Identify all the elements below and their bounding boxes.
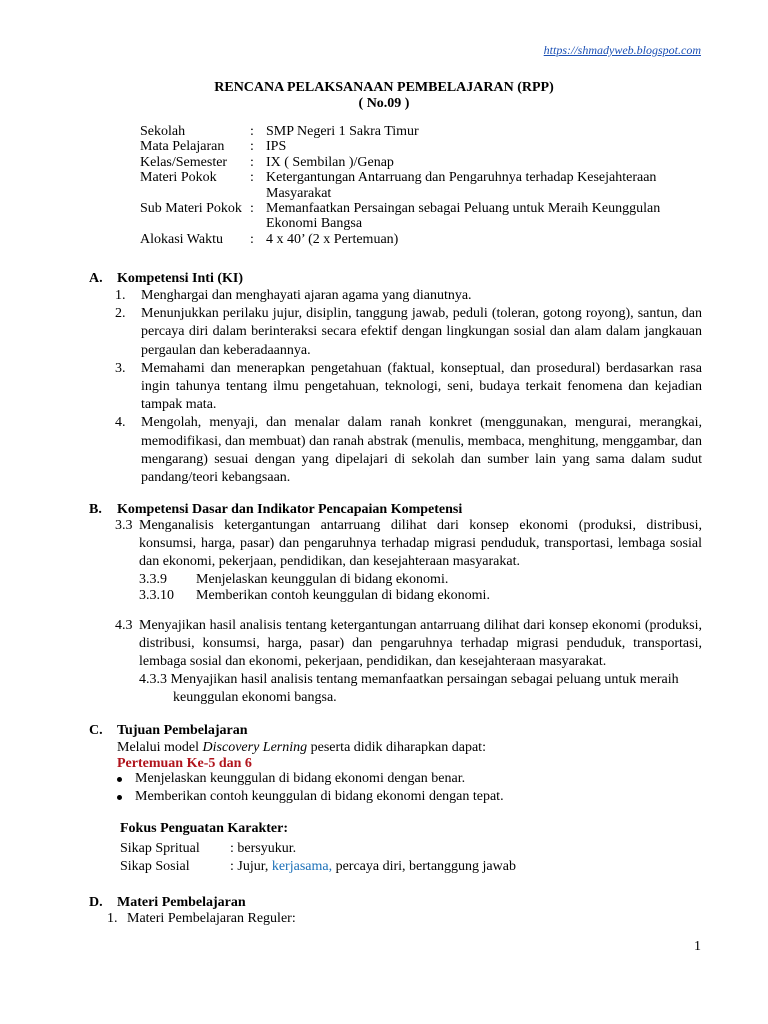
identity-key: Alokasi Waktu bbox=[140, 231, 223, 247]
indicator-text: Menjelaskan keunggulan di bidang ekonomi. bbox=[196, 572, 449, 587]
identity-row-sekolah bbox=[140, 124, 676, 139]
kd-3-3 bbox=[115, 517, 702, 572]
intro-text: peserta didik diharapkan dapat: bbox=[307, 740, 486, 755]
identity-key: Materi Pokok bbox=[140, 170, 217, 186]
identity-sep: : bbox=[250, 231, 254, 247]
list-number: 1. bbox=[107, 911, 118, 926]
list-item bbox=[115, 414, 702, 487]
list-item bbox=[115, 360, 702, 415]
identity-key: Kelas/Semester bbox=[140, 154, 228, 170]
list-text: Materi Pembelajaran Reguler: bbox=[127, 911, 296, 926]
section-letter: B. bbox=[89, 502, 102, 517]
identity-value: SMP Negeri 1 Sakra Timur bbox=[266, 124, 419, 139]
identity-row-submateri bbox=[140, 201, 676, 232]
section-title: Tujuan Pembelajaran bbox=[117, 723, 248, 738]
character-row-spiritual bbox=[120, 840, 516, 858]
ki-list bbox=[115, 287, 702, 487]
section-title: Kompetensi Inti (KI) bbox=[117, 271, 243, 286]
list-item bbox=[115, 287, 702, 305]
identity-key: Sub Materi Pokok bbox=[140, 201, 242, 217]
highlighted-word: kerjasama, bbox=[271, 859, 333, 874]
kd-text: Menganalisis ketergantungan antarruang dilihat dari konsep ekonomi (produksi, distribusi, konsumsi, harga, pasar) dan pengaruhnya terhadap migrasi penduduk, transportasi, lembaga sosial dan ekonomi, pekerjaan, pendidikan, dan kesejahteraan masyarakat. bbox=[139, 518, 702, 570]
list-item bbox=[115, 770, 504, 788]
list-number: 1. bbox=[115, 288, 126, 303]
character-value: : bersyukur. bbox=[230, 841, 297, 856]
section-title: Materi Pembelajaran bbox=[117, 895, 246, 910]
character-table bbox=[120, 840, 516, 876]
indicator-number: 3.3.9 bbox=[139, 572, 167, 587]
indicator-text: Menyajikan hasil analisis tentang memanfaatkan persaingan sebagai peluang untuk meraih keunggulan ekonomi bangsa. bbox=[170, 672, 679, 705]
character-row-sosial bbox=[120, 858, 516, 876]
identity-table bbox=[140, 124, 676, 247]
list-text: Mengolah, menyaji, dan menalar dalam ranah konkret (menggunakan, mengurai, merangkai, memodifikasi, dan membuat) dan ranah abstrak (menulis, membaca, menghitung, menggambar, dan mengarang) sesuai dengan yang dipelajari di sekolah dan sumber lain yang sama dalam sudut pandang/teori kebangsaan. bbox=[141, 415, 702, 486]
intro-text: Melalui model bbox=[117, 740, 203, 755]
indicator-text: Memberikan contoh keunggulan di bidang ekonomi. bbox=[196, 588, 490, 603]
character-value: : Jujur, kerjasama, percaya diri, bertanggung jawab bbox=[230, 859, 516, 874]
model-name: Discovery Lerning bbox=[202, 740, 308, 755]
document-title: RENCANA PELAKSANAAN PEMBELAJARAN (RPP) bbox=[214, 80, 554, 95]
identity-value: Ketergantungan Antarruang dan Pengaruhnya terhadap Kesejahteraan Masyarakat bbox=[266, 170, 657, 201]
bullet-icon bbox=[117, 777, 122, 782]
identity-sep: : bbox=[250, 124, 254, 139]
identity-row-alokasi bbox=[140, 232, 676, 247]
identity-value: Memanfaatkan Persaingan sebagai Peluang untuk Meraih Keunggulan Ekonomi Bangsa bbox=[266, 201, 661, 232]
identity-value: IX ( Sembilan )/Genap bbox=[266, 154, 394, 170]
page-number: 1 bbox=[694, 939, 701, 954]
section-letter: A. bbox=[89, 271, 103, 286]
focus-title: Fokus Penguatan Karakter: bbox=[120, 821, 288, 836]
list-number: 2. bbox=[115, 306, 126, 322]
identity-value: 4 x 40’ (2 x Pertemuan) bbox=[266, 231, 399, 247]
identity-key: Mata Pelajaran bbox=[140, 139, 225, 155]
section-title: Kompetensi Dasar dan Indikator Pencapaian Kompetensi bbox=[117, 502, 463, 517]
list-item bbox=[115, 305, 702, 360]
list-text: Memahami dan menerapkan pengetahuan (faktual, konseptual, dan prosedural) berdasarkan rasa ingin tahunya tentang ilmu pengetahuan, teknologi, seni, budaya terkait fenomena dan kejadian tampak mata. bbox=[141, 360, 702, 413]
bullet-text: Menjelaskan keunggulan di bidang ekonomi dengan benar. bbox=[135, 771, 466, 786]
identity-value: IPS bbox=[266, 139, 287, 155]
identity-sep: : bbox=[250, 139, 254, 155]
kd-4-3 bbox=[115, 617, 702, 672]
character-key: Sikap Sosial bbox=[120, 859, 190, 874]
kd-number: 3.3 bbox=[115, 518, 133, 533]
document-number: ( No.09 ) bbox=[358, 96, 410, 111]
character-key: Sikap Spritual bbox=[120, 841, 200, 856]
section-letter: D. bbox=[89, 895, 103, 910]
list-item bbox=[115, 788, 504, 806]
meeting-label: Pertemuan Ke-5 dan 6 bbox=[117, 756, 252, 771]
kd-number: 4.3 bbox=[115, 618, 133, 633]
identity-row-materi bbox=[140, 170, 676, 201]
bullet-icon bbox=[117, 795, 122, 800]
indicator-number: 4.3.3 bbox=[139, 672, 167, 687]
kd-text: Menyajikan hasil analisis tentang ketergantungan antarruang dilihat dari konsep ekonomi (produksi, distribusi, konsumsi, harga, pasar) dan pengaruhnya terhadap migrasi penduduk, transportasi, lembaga sosial dan ekonomi, pekerjaan, pendidikan, dan kesejahteraan masyarakat. bbox=[139, 618, 702, 670]
section-c-heading bbox=[89, 722, 248, 740]
section-a-heading bbox=[89, 270, 243, 288]
indicator-number: 3.3.10 bbox=[139, 588, 174, 603]
list-text: Menghargai dan menghayati ajaran agama yang dianutnya. bbox=[141, 288, 472, 303]
identity-row-kelas bbox=[140, 155, 676, 170]
identity-sep: : bbox=[250, 170, 254, 186]
indicator-3-3-10 bbox=[139, 587, 490, 605]
bullet-text: Memberikan contoh keunggulan di bidang ekonomi dengan tepat. bbox=[135, 789, 504, 804]
blog-url-link[interactable]: https://shmadyweb.blogspot.com bbox=[543, 43, 701, 57]
list-number: 4. bbox=[115, 415, 126, 431]
identity-sep: : bbox=[250, 154, 254, 170]
indicator-4-3-3 bbox=[139, 671, 699, 707]
identity-key: Sekolah bbox=[140, 124, 186, 139]
materi-item-1 bbox=[107, 910, 296, 928]
identity-sep: : bbox=[250, 201, 254, 217]
identity-row-mapel bbox=[140, 139, 676, 154]
section-letter: C. bbox=[89, 723, 103, 738]
list-number: 3. bbox=[115, 360, 126, 376]
list-text: Menunjukkan perilaku jujur, disiplin, tanggung jawab, peduli (toleran, gotong royong), santun, dan percaya diri dalam berinteraksi secara efektif dengan lingkungan sosial dan alam dalam jangkauan pergaulan dan keberadaannya. bbox=[141, 306, 702, 358]
tujuan-bullets bbox=[115, 770, 504, 806]
